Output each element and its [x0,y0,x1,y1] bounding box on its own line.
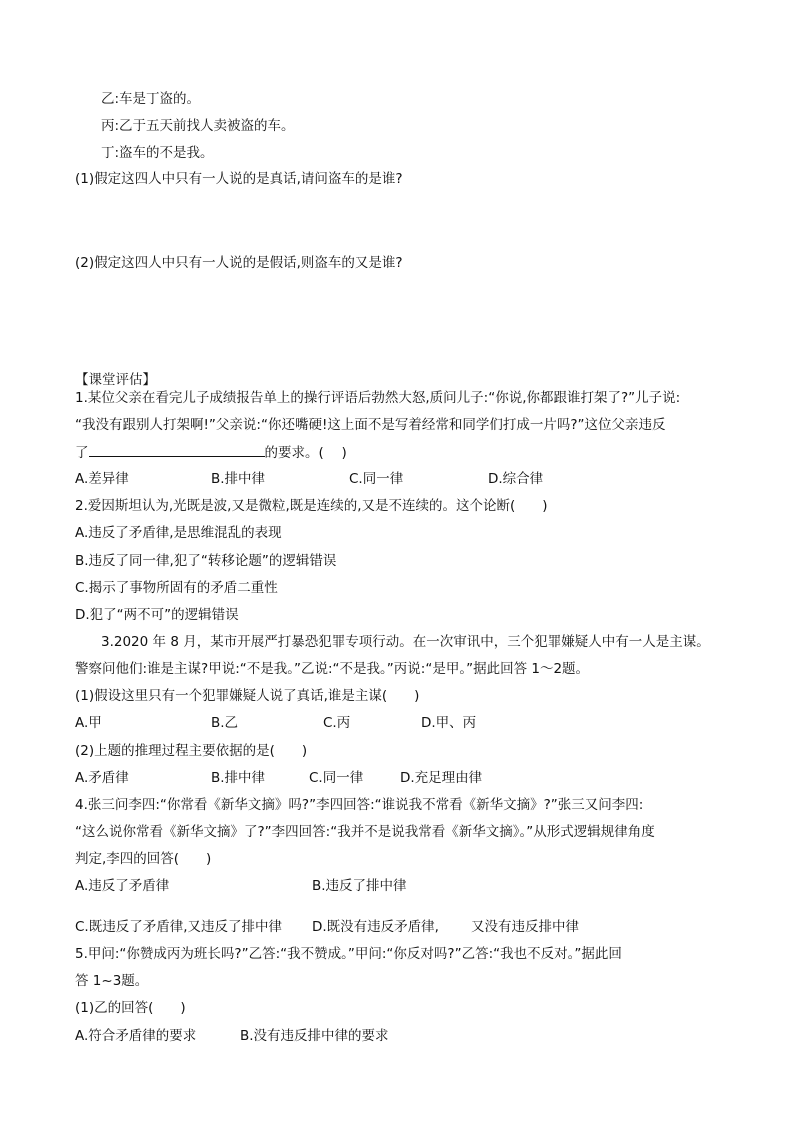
q3-sub-1-option-d[interactable]: D.甲、丙 [421,715,477,731]
q1-option-b[interactable]: B.排中律 [211,471,266,487]
q3-sub-1-option-a[interactable]: A.甲 [75,715,102,731]
q3-line-2: 警察问他们:谁是主谋?甲说:“不是我。”乙说:“不是我。”丙说:“是甲。”据此回答 1～2题。 [75,661,590,677]
q1-line-3-suffix: 的要求。( ) [264,445,347,461]
q3-sub-2-option-c[interactable]: C.同一律 [309,770,364,786]
q4-option-d[interactable]: D.既没有违反矛盾律, [312,919,439,935]
q4-option-a[interactable]: A.违反了矛盾律 [75,878,170,894]
q3-line-1: 3.2020 年 8 月，某市开展严打暴恐犯罪专项行动。在一次审讯中，三个犯罪嫌疑人中有一人是主谋。 [101,634,710,650]
q1-line-1: 1.某位父亲在看完儿子成绩报告单上的操行评语后勃然大怒,质问儿子:“你说,你都跟谁打架了?”儿子说: [75,390,681,406]
q3-sub-2-option-d[interactable]: D.充足理由律 [400,770,483,786]
q3-sub-1: (1)假设这里只有一个犯罪嫌疑人说了真话,谁是主谋( ) [75,688,420,704]
q3-sub-2-option-a[interactable]: A.矛盾律 [75,770,129,786]
q3-sub-1-option-c[interactable]: C.丙 [323,715,351,731]
statement-ding: 丁:盗车的不是我。 [101,145,214,161]
q4-line-3: 判定,李四的回答( ) [75,851,212,867]
q1-line-2: “我没有跟别人打架啊!”父亲说:“你还嘴硬!这上面不是写着经常和同学们打成一片吗?”这位父亲违反 [75,417,666,433]
q4-option-c[interactable]: C.既违反了矛盾律,又违反了排中律 [75,919,283,935]
q4-option-b[interactable]: B.违反了排中律 [312,878,407,894]
q3-sub-1-option-b[interactable]: B.乙 [211,715,239,731]
q2-option-c[interactable]: C.揭示了事物所固有的矛盾二重性 [75,580,278,596]
statement-yi: 乙:车是丁盗的。 [101,91,201,107]
q5-line-1: 5.甲问:“你赞成丙为班长吗?”乙答:“我不赞成。”甲问:“你反对吗?”乙答:“我也不反对。”据此回 [75,946,622,962]
q3-sub-2: (2)上题的推理过程主要依据的是( ) [75,743,308,759]
q2-option-d[interactable]: D.犯了“两不可”的逻辑错误 [75,607,239,623]
q5-sub-1-option-b[interactable]: B.没有违反排中律的要求 [240,1028,389,1044]
q1-option-c[interactable]: C.同一律 [349,471,404,487]
q5-sub-1: (1)乙的回答( ) [75,1000,186,1016]
q1-answer-blank[interactable] [89,443,265,457]
q2-option-a[interactable]: A.违反了矛盾律,是思维混乱的表现 [75,525,282,541]
q4-option-d-continued: 又没有违反排中律 [471,919,579,935]
q1-line-3 [75,443,347,462]
q4-line-2: “这么说你常看《新华文摘》了?”李四回答:“我并不是说我常看《新华文摘》。”从形式逻辑规律角度 [75,824,655,840]
q2-stem: 2.爱因斯坦认为,光既是波,又是微粒,既是连续的,又是不连续的。这个论断( ) [75,498,548,514]
q3-sub-2-option-b[interactable]: B.排中律 [211,770,266,786]
q5-line-2: 答 1~3题。 [75,973,149,989]
q1-line-3-prefix: 了 [75,445,89,461]
intro-question-1: (1)假定这四人中只有一人说的是真话,请问盗车的是谁? [75,171,403,187]
intro-question-2: (2)假定这四人中只有一人说的是假话,则盗车的又是谁? [75,255,403,271]
q5-sub-1-option-a[interactable]: A.符合矛盾律的要求 [75,1028,197,1044]
q2-option-b[interactable]: B.违反了同一律,犯了“转移论题”的逻辑错误 [75,553,337,569]
q1-option-a[interactable]: A.差异律 [75,471,129,487]
statement-bing: 丙:乙于五天前找人卖被盗的车。 [101,118,295,134]
section-title: 【课堂评估】 [75,372,156,388]
q1-option-d[interactable]: D.综合律 [488,471,544,487]
q4-line-1: 4.张三问李四:“你常看《新华文摘》吗?”李四回答:“谁说我不常看《新华文摘》?”张三又问李四: [75,797,644,813]
